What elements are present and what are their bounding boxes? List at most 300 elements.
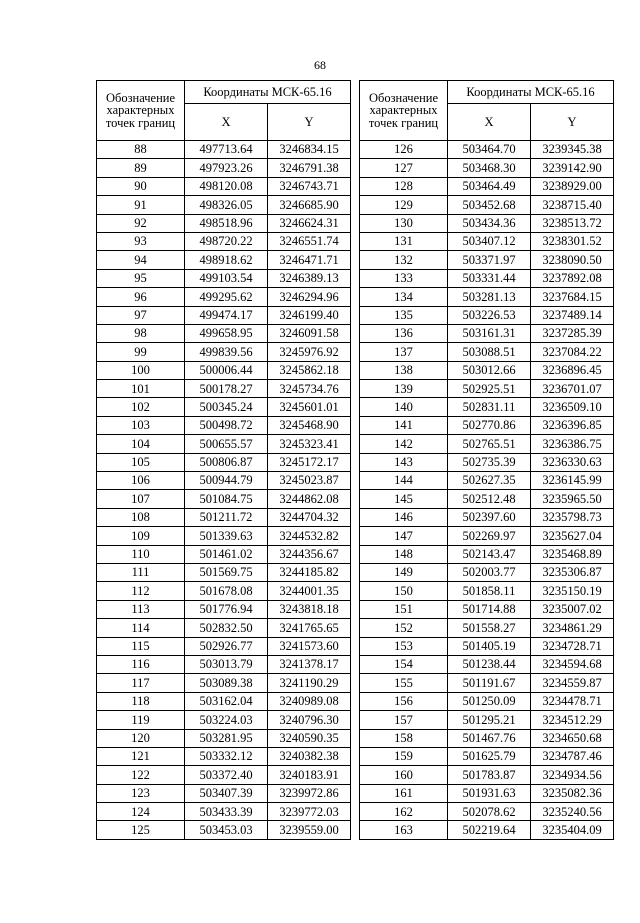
table-row — [97, 674, 351, 692]
point-id-cell: 109 — [97, 527, 185, 545]
x-coordinate-cell: 503012.66 — [448, 361, 531, 379]
point-id-cell: 144 — [360, 472, 448, 490]
x-coordinate-cell: 502627.35 — [448, 472, 531, 490]
point-id-cell: 106 — [97, 472, 185, 490]
table-row — [97, 324, 351, 342]
point-id-cell: 152 — [360, 619, 448, 637]
y-coordinate-cell: 3238090.50 — [531, 251, 614, 269]
point-id-cell: 112 — [97, 582, 185, 600]
point-id-cell: 108 — [97, 508, 185, 526]
y-coordinate-cell: 3237684.15 — [531, 288, 614, 306]
x-coordinate-cell: 501461.02 — [185, 545, 268, 563]
point-designation-header: Обозначение характерных точек границ — [360, 81, 448, 141]
table-row — [97, 306, 351, 324]
x-coordinate-cell: 503464.70 — [448, 141, 531, 159]
x-coordinate-cell: 502219.64 — [448, 821, 531, 840]
y-coordinate-cell: 3239972.86 — [268, 784, 351, 802]
y-coordinate-cell: 3234478.71 — [531, 692, 614, 710]
table-row — [360, 600, 614, 618]
y-coordinate-cell: 3244862.08 — [268, 490, 351, 508]
y-coordinate-cell: 3246743.71 — [268, 177, 351, 195]
table-row — [97, 453, 351, 471]
point-id-cell: 146 — [360, 508, 448, 526]
x-coordinate-cell: 503468.30 — [448, 159, 531, 177]
coordinates-table-right — [359, 80, 614, 840]
point-id-cell: 117 — [97, 674, 185, 692]
table-row — [97, 343, 351, 361]
table-row — [97, 784, 351, 802]
y-coordinate-cell: 3238715.40 — [531, 196, 614, 214]
x-coordinate-cell: 503433.39 — [185, 803, 268, 821]
table-row — [97, 600, 351, 618]
y-coordinate-cell: 3240590.35 — [268, 729, 351, 747]
x-coordinate-cell: 503281.95 — [185, 729, 268, 747]
x-coordinate-cell: 499658.95 — [185, 324, 268, 342]
x-coordinate-cell: 497923.26 — [185, 159, 268, 177]
x-coordinate-cell: 502926.77 — [185, 637, 268, 655]
table-row — [360, 324, 614, 342]
x-coordinate-cell: 502078.62 — [448, 803, 531, 821]
point-id-cell: 138 — [360, 361, 448, 379]
y-coordinate-cell: 3236145.99 — [531, 472, 614, 490]
y-coordinate-cell: 3244704.32 — [268, 508, 351, 526]
y-coordinate-cell: 3246791.38 — [268, 159, 351, 177]
table-row — [97, 729, 351, 747]
point-id-cell: 125 — [97, 821, 185, 840]
table-row — [360, 159, 614, 177]
y-coordinate-cell: 3244532.82 — [268, 527, 351, 545]
y-coordinate-cell: 3238301.52 — [531, 232, 614, 250]
table-row — [360, 527, 614, 545]
y-coordinate-cell: 3236396.85 — [531, 416, 614, 434]
x-coordinate-cell: 499295.62 — [185, 288, 268, 306]
y-coordinate-cell: 3239142.90 — [531, 159, 614, 177]
point-id-cell: 98 — [97, 324, 185, 342]
table-row — [360, 674, 614, 692]
x-coordinate-cell: 501339.63 — [185, 527, 268, 545]
x-coordinate-cell: 503089.38 — [185, 674, 268, 692]
x-coordinate-cell: 501931.63 — [448, 784, 531, 802]
y-coordinate-cell: 3237084.22 — [531, 343, 614, 361]
y-coordinate-cell: 3234650.68 — [531, 729, 614, 747]
point-id-cell: 137 — [360, 343, 448, 361]
y-coordinate-cell: 3241765.65 — [268, 619, 351, 637]
table-row — [360, 747, 614, 765]
table-row — [360, 380, 614, 398]
x-coordinate-cell: 498326.05 — [185, 196, 268, 214]
point-id-cell: 116 — [97, 655, 185, 673]
point-id-cell: 119 — [97, 711, 185, 729]
point-id-cell: 158 — [360, 729, 448, 747]
point-id-cell: 127 — [360, 159, 448, 177]
y-coordinate-cell: 3234512.29 — [531, 711, 614, 729]
point-id-cell: 135 — [360, 306, 448, 324]
x-coordinate-cell: 499474.17 — [185, 306, 268, 324]
y-coordinate-cell: 3234861.29 — [531, 619, 614, 637]
table-row — [360, 398, 614, 416]
table-row — [97, 545, 351, 563]
x-coordinate-cell: 500178.27 — [185, 380, 268, 398]
point-id-cell: 136 — [360, 324, 448, 342]
table-row — [97, 398, 351, 416]
x-coordinate-cell: 503407.12 — [448, 232, 531, 250]
x-coordinate-cell: 501084.75 — [185, 490, 268, 508]
point-id-cell: 155 — [360, 674, 448, 692]
point-id-cell: 140 — [360, 398, 448, 416]
point-id-cell: 149 — [360, 563, 448, 581]
y-coordinate-cell: 3237285.39 — [531, 324, 614, 342]
x-coordinate-cell: 501783.87 — [448, 766, 531, 784]
point-id-cell: 124 — [97, 803, 185, 821]
y-coordinate-cell: 3245734.76 — [268, 380, 351, 398]
x-coordinate-cell: 502925.51 — [448, 380, 531, 398]
y-coordinate-cell: 3236386.75 — [531, 435, 614, 453]
table-row — [360, 563, 614, 581]
point-id-cell: 153 — [360, 637, 448, 655]
coordinate-system-header: Координаты МСК-65.16 — [185, 81, 351, 104]
y-coordinate-cell: 3237892.08 — [531, 269, 614, 287]
point-id-cell: 120 — [97, 729, 185, 747]
y-coordinate-cell: 3236896.45 — [531, 361, 614, 379]
x-coordinate-cell: 500006.44 — [185, 361, 268, 379]
x-coordinate-cell: 501678.08 — [185, 582, 268, 600]
y-column-header: Y — [268, 104, 351, 141]
y-coordinate-cell: 3246685.90 — [268, 196, 351, 214]
table-row — [360, 141, 614, 159]
y-coordinate-cell: 3241573.60 — [268, 637, 351, 655]
table-row — [360, 214, 614, 232]
point-id-cell: 145 — [360, 490, 448, 508]
point-id-cell: 96 — [97, 288, 185, 306]
point-id-cell: 95 — [97, 269, 185, 287]
x-coordinate-cell: 502003.77 — [448, 563, 531, 581]
point-id-cell: 134 — [360, 288, 448, 306]
coordinate-system-header: Координаты МСК-65.16 — [448, 81, 614, 104]
table-row — [97, 361, 351, 379]
table-row — [360, 692, 614, 710]
point-id-cell: 118 — [97, 692, 185, 710]
x-coordinate-cell: 503332.12 — [185, 747, 268, 765]
x-coordinate-cell: 501250.09 — [448, 692, 531, 710]
point-id-cell: 159 — [360, 747, 448, 765]
table-row — [97, 159, 351, 177]
y-coordinate-cell: 3235306.87 — [531, 563, 614, 581]
point-id-cell: 132 — [360, 251, 448, 269]
table-row — [97, 141, 351, 159]
y-coordinate-cell: 3239345.38 — [531, 141, 614, 159]
point-id-cell: 142 — [360, 435, 448, 453]
y-coordinate-cell: 3234594.68 — [531, 655, 614, 673]
y-coordinate-cell: 3235965.50 — [531, 490, 614, 508]
x-coordinate-cell: 503453.03 — [185, 821, 268, 840]
table-row — [360, 619, 614, 637]
table-row — [97, 490, 351, 508]
y-coordinate-cell: 3240382.38 — [268, 747, 351, 765]
y-coordinate-cell: 3234559.87 — [531, 674, 614, 692]
table-row — [97, 472, 351, 490]
x-coordinate-cell: 503371.97 — [448, 251, 531, 269]
table-row — [97, 269, 351, 287]
table-row — [360, 435, 614, 453]
x-column-header: X — [448, 104, 531, 141]
y-coordinate-cell: 3235627.04 — [531, 527, 614, 545]
table-row — [97, 380, 351, 398]
x-coordinate-cell: 501569.75 — [185, 563, 268, 581]
point-id-cell: 126 — [360, 141, 448, 159]
x-coordinate-cell: 501714.88 — [448, 600, 531, 618]
x-coordinate-cell: 503331.44 — [448, 269, 531, 287]
table-row — [360, 711, 614, 729]
y-coordinate-cell: 3245172.17 — [268, 453, 351, 471]
table-row — [97, 251, 351, 269]
point-id-cell: 94 — [97, 251, 185, 269]
table-row — [97, 803, 351, 821]
table-row — [97, 177, 351, 195]
point-id-cell: 114 — [97, 619, 185, 637]
table-row — [360, 288, 614, 306]
point-id-cell: 147 — [360, 527, 448, 545]
point-id-cell: 160 — [360, 766, 448, 784]
coordinates-table-left — [96, 80, 351, 840]
table-row — [360, 416, 614, 434]
y-coordinate-cell: 3240183.91 — [268, 766, 351, 784]
table-row — [97, 692, 351, 710]
table-row — [97, 655, 351, 673]
y-coordinate-cell: 3234728.71 — [531, 637, 614, 655]
x-coordinate-cell: 502143.47 — [448, 545, 531, 563]
table-row — [97, 508, 351, 526]
x-coordinate-cell: 500498.72 — [185, 416, 268, 434]
table-row — [97, 527, 351, 545]
table-row — [97, 747, 351, 765]
y-coordinate-cell: 3245601.01 — [268, 398, 351, 416]
x-coordinate-cell: 502832.50 — [185, 619, 268, 637]
point-id-cell: 143 — [360, 453, 448, 471]
y-coordinate-cell: 3241378.17 — [268, 655, 351, 673]
point-id-cell: 148 — [360, 545, 448, 563]
x-coordinate-cell: 503226.53 — [448, 306, 531, 324]
y-coordinate-cell: 3245323.41 — [268, 435, 351, 453]
point-id-cell: 103 — [97, 416, 185, 434]
x-coordinate-cell: 503372.40 — [185, 766, 268, 784]
x-coordinate-cell: 503281.13 — [448, 288, 531, 306]
y-coordinate-cell: 3246294.96 — [268, 288, 351, 306]
table-row — [97, 232, 351, 250]
point-id-cell: 150 — [360, 582, 448, 600]
point-id-cell: 131 — [360, 232, 448, 250]
table-row — [97, 214, 351, 232]
table-row — [360, 545, 614, 563]
table-row — [97, 416, 351, 434]
point-id-cell: 100 — [97, 361, 185, 379]
x-coordinate-cell: 502735.39 — [448, 453, 531, 471]
x-coordinate-cell: 501625.79 — [448, 747, 531, 765]
x-coordinate-cell: 503434.36 — [448, 214, 531, 232]
x-column-header: X — [185, 104, 268, 141]
table-row — [360, 269, 614, 287]
table-body — [97, 141, 351, 840]
point-id-cell: 102 — [97, 398, 185, 416]
x-coordinate-cell: 501858.11 — [448, 582, 531, 600]
page-number: 68 — [314, 58, 326, 72]
y-coordinate-cell: 3244185.82 — [268, 563, 351, 581]
y-coordinate-cell: 3246389.13 — [268, 269, 351, 287]
y-coordinate-cell: 3235468.89 — [531, 545, 614, 563]
point-id-cell: 89 — [97, 159, 185, 177]
y-coordinate-cell: 3246199.40 — [268, 306, 351, 324]
table-row — [97, 821, 351, 840]
point-id-cell: 133 — [360, 269, 448, 287]
x-coordinate-cell: 503088.51 — [448, 343, 531, 361]
y-column-header: Y — [531, 104, 614, 141]
point-id-cell: 123 — [97, 784, 185, 802]
point-id-cell: 130 — [360, 214, 448, 232]
table-row — [360, 251, 614, 269]
table-row — [360, 343, 614, 361]
y-coordinate-cell: 3235150.19 — [531, 582, 614, 600]
y-coordinate-cell: 3245023.87 — [268, 472, 351, 490]
x-coordinate-cell: 497713.64 — [185, 141, 268, 159]
point-designation-header: Обозначение характерных точек границ — [97, 81, 185, 141]
table-row — [360, 582, 614, 600]
y-coordinate-cell: 3246091.58 — [268, 324, 351, 342]
table-row — [360, 637, 614, 655]
point-id-cell: 141 — [360, 416, 448, 434]
x-coordinate-cell: 498720.22 — [185, 232, 268, 250]
point-id-cell: 90 — [97, 177, 185, 195]
point-id-cell: 162 — [360, 803, 448, 821]
x-coordinate-cell: 500806.87 — [185, 453, 268, 471]
y-coordinate-cell: 3241190.29 — [268, 674, 351, 692]
y-coordinate-cell: 3234787.46 — [531, 747, 614, 765]
y-coordinate-cell: 3244356.67 — [268, 545, 351, 563]
table-row — [97, 766, 351, 784]
x-coordinate-cell: 502397.60 — [448, 508, 531, 526]
table-row — [360, 196, 614, 214]
point-id-cell: 88 — [97, 141, 185, 159]
point-id-cell: 92 — [97, 214, 185, 232]
x-coordinate-cell: 503452.68 — [448, 196, 531, 214]
table-row — [360, 821, 614, 840]
point-id-cell: 121 — [97, 747, 185, 765]
x-coordinate-cell: 500944.79 — [185, 472, 268, 490]
point-id-cell: 139 — [360, 380, 448, 398]
y-coordinate-cell: 3235240.56 — [531, 803, 614, 821]
point-id-cell: 154 — [360, 655, 448, 673]
y-coordinate-cell: 3245468.90 — [268, 416, 351, 434]
x-coordinate-cell: 498518.96 — [185, 214, 268, 232]
table-row — [360, 784, 614, 802]
point-id-cell: 97 — [97, 306, 185, 324]
point-id-cell: 101 — [97, 380, 185, 398]
y-coordinate-cell: 3240989.08 — [268, 692, 351, 710]
y-coordinate-cell: 3246551.74 — [268, 232, 351, 250]
point-id-cell: 105 — [97, 453, 185, 471]
table-row — [97, 435, 351, 453]
x-coordinate-cell: 502269.97 — [448, 527, 531, 545]
y-coordinate-cell: 3238513.72 — [531, 214, 614, 232]
y-coordinate-cell: 3235798.73 — [531, 508, 614, 526]
x-coordinate-cell: 502831.11 — [448, 398, 531, 416]
x-coordinate-cell: 503013.79 — [185, 655, 268, 673]
y-coordinate-cell: 3235007.02 — [531, 600, 614, 618]
y-coordinate-cell: 3244001.35 — [268, 582, 351, 600]
point-id-cell: 129 — [360, 196, 448, 214]
point-id-cell: 113 — [97, 600, 185, 618]
x-coordinate-cell: 503224.03 — [185, 711, 268, 729]
x-coordinate-cell: 500655.57 — [185, 435, 268, 453]
x-coordinate-cell: 503161.31 — [448, 324, 531, 342]
point-id-cell: 110 — [97, 545, 185, 563]
y-coordinate-cell: 3246471.71 — [268, 251, 351, 269]
x-coordinate-cell: 501211.72 — [185, 508, 268, 526]
table-row — [360, 177, 614, 195]
table-row — [97, 288, 351, 306]
table-row — [360, 766, 614, 784]
x-coordinate-cell: 499839.56 — [185, 343, 268, 361]
y-coordinate-cell: 3246834.15 — [268, 141, 351, 159]
x-coordinate-cell: 501467.76 — [448, 729, 531, 747]
point-id-cell: 128 — [360, 177, 448, 195]
x-coordinate-cell: 501558.27 — [448, 619, 531, 637]
y-coordinate-cell: 3238929.00 — [531, 177, 614, 195]
x-coordinate-cell: 501776.94 — [185, 600, 268, 618]
table-row — [360, 508, 614, 526]
point-id-cell: 156 — [360, 692, 448, 710]
x-coordinate-cell: 503407.39 — [185, 784, 268, 802]
x-coordinate-cell: 502765.51 — [448, 435, 531, 453]
point-id-cell: 111 — [97, 563, 185, 581]
x-coordinate-cell: 500345.24 — [185, 398, 268, 416]
y-coordinate-cell: 3243818.18 — [268, 600, 351, 618]
point-id-cell: 91 — [97, 196, 185, 214]
x-coordinate-cell: 503162.04 — [185, 692, 268, 710]
y-coordinate-cell: 3236701.07 — [531, 380, 614, 398]
table-row — [360, 361, 614, 379]
x-coordinate-cell: 498918.62 — [185, 251, 268, 269]
table-row — [360, 306, 614, 324]
x-coordinate-cell: 501191.67 — [448, 674, 531, 692]
table-row — [360, 490, 614, 508]
y-coordinate-cell: 3235404.09 — [531, 821, 614, 840]
point-id-cell: 115 — [97, 637, 185, 655]
x-coordinate-cell: 501238.44 — [448, 655, 531, 673]
y-coordinate-cell: 3246624.31 — [268, 214, 351, 232]
table-row — [360, 803, 614, 821]
point-id-cell: 161 — [360, 784, 448, 802]
table-row — [360, 232, 614, 250]
y-coordinate-cell: 3237489.14 — [531, 306, 614, 324]
table-row — [360, 655, 614, 673]
coordinates-tables — [96, 80, 612, 840]
point-id-cell: 99 — [97, 343, 185, 361]
x-coordinate-cell: 499103.54 — [185, 269, 268, 287]
point-id-cell: 107 — [97, 490, 185, 508]
point-id-cell: 157 — [360, 711, 448, 729]
point-id-cell: 122 — [97, 766, 185, 784]
table-row — [360, 453, 614, 471]
y-coordinate-cell: 3245976.92 — [268, 343, 351, 361]
table-row — [97, 637, 351, 655]
y-coordinate-cell: 3240796.30 — [268, 711, 351, 729]
point-id-cell: 151 — [360, 600, 448, 618]
table-row — [97, 582, 351, 600]
x-coordinate-cell: 498120.08 — [185, 177, 268, 195]
x-coordinate-cell: 501295.21 — [448, 711, 531, 729]
y-coordinate-cell: 3236509.10 — [531, 398, 614, 416]
x-coordinate-cell: 502512.48 — [448, 490, 531, 508]
y-coordinate-cell: 3236330.63 — [531, 453, 614, 471]
